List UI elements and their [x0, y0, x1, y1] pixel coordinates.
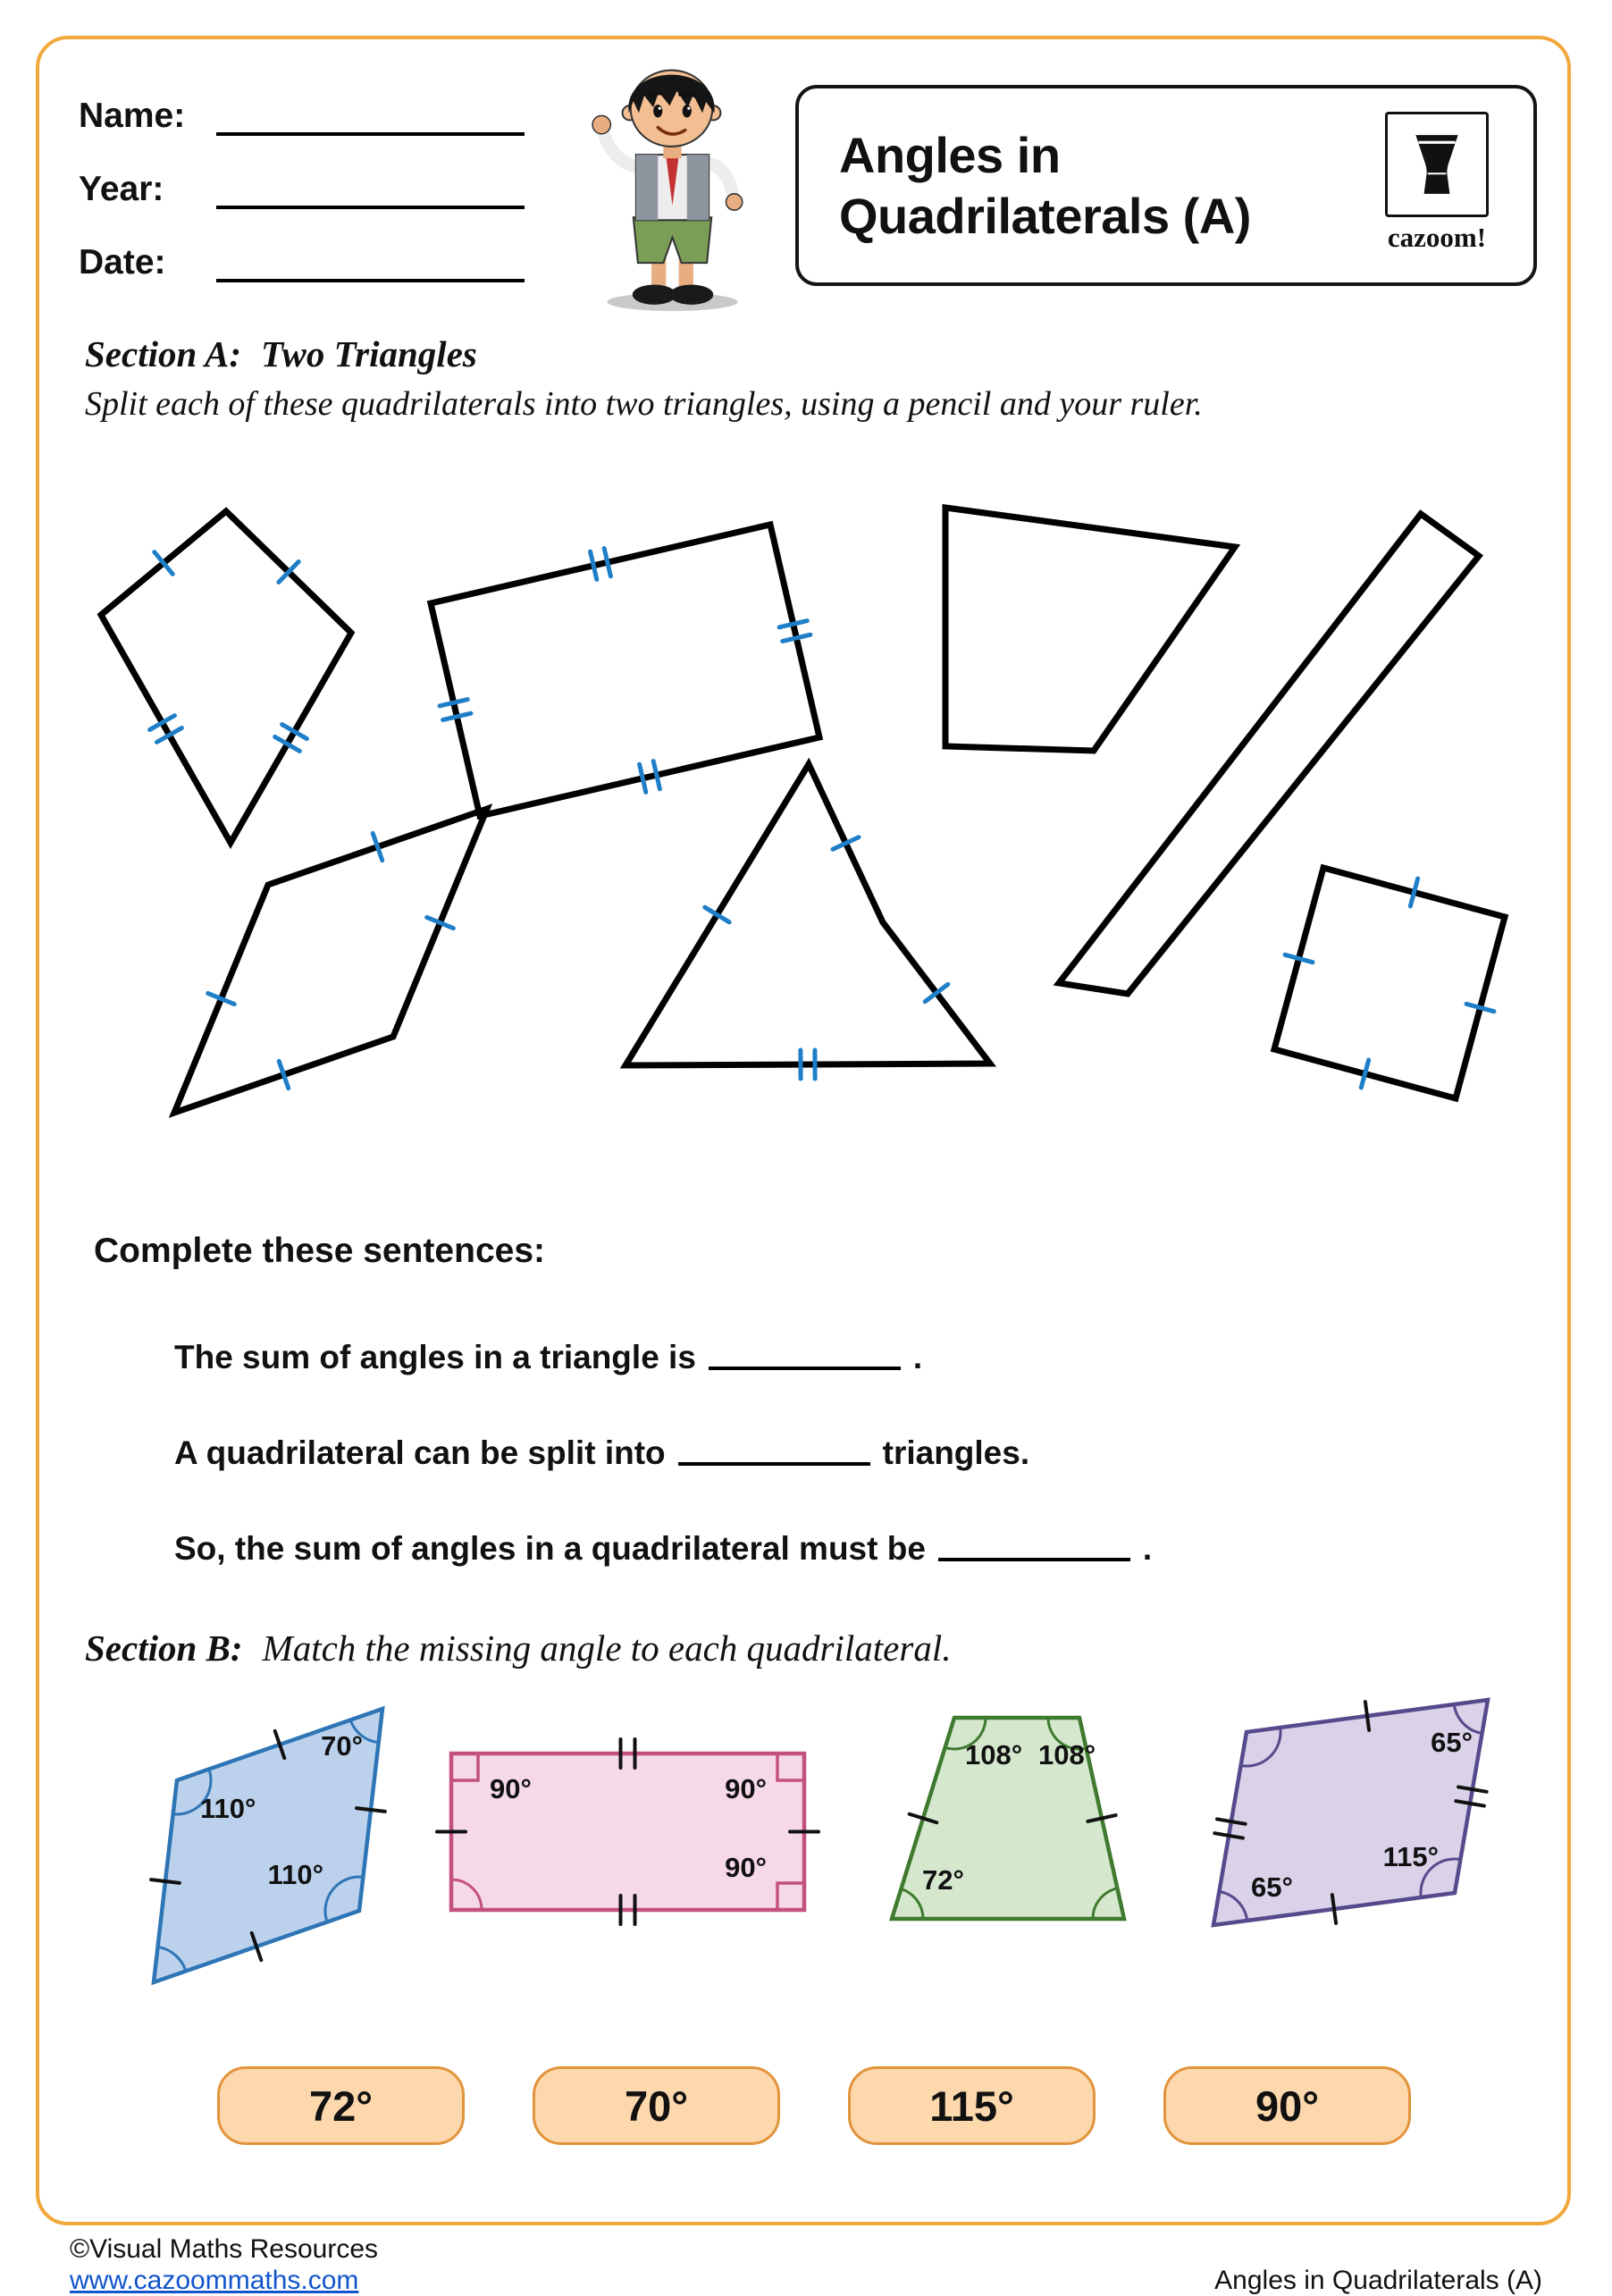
date-label: Date: — [79, 243, 204, 282]
section-b-instruction: Match the missing angle to each quadrilateral. — [263, 1627, 952, 1669]
angle-label: 108° — [1038, 1739, 1096, 1770]
title-line-1: Angles in — [839, 125, 1251, 185]
footer-copyright: ©Visual Maths Resources — [70, 2234, 378, 2265]
section-b-label: Section B: — [85, 1627, 243, 1669]
sentence-row-1 — [174, 1339, 922, 1376]
tick-mark — [591, 551, 597, 579]
shape-long-parallelogram — [1059, 514, 1479, 994]
year-label: Year: — [79, 170, 204, 209]
angle-label: 65° — [1251, 1871, 1293, 1903]
tick-mark — [783, 635, 810, 641]
sentence-text: . — [913, 1339, 922, 1375]
shape-kite — [101, 511, 351, 843]
sentence-text: So, the sum of angles in a quadrilateral must be — [174, 1530, 926, 1567]
section-a-title: Two Triangles — [261, 333, 477, 374]
section-b-heading — [85, 1627, 951, 1669]
tick-mark — [604, 549, 610, 576]
shape-rectangle — [431, 525, 819, 816]
angle-label: 110° — [200, 1793, 256, 1824]
angle-label: 65° — [1431, 1727, 1473, 1758]
section-a-shapes — [101, 508, 1505, 1113]
sentences-heading: Complete these sentences: — [94, 1232, 545, 1271]
angle-label: 115° — [1383, 1841, 1439, 1872]
sentence-text: A quadrilateral can be split into — [174, 1434, 666, 1471]
footer-worksheet-name: Angles in Quadrilaterals (A) — [1214, 2266, 1542, 2296]
answer-box: 115° — [848, 2066, 1096, 2145]
angle-label: 110° — [268, 1859, 323, 1890]
name-label: Name: — [79, 97, 204, 136]
tick-mark — [640, 764, 646, 792]
angle-label: 108° — [965, 1739, 1022, 1770]
sentence-text: The sum of angles in a triangle is — [174, 1339, 696, 1375]
sentence-text: . — [1143, 1530, 1152, 1567]
answer-box: 70° — [533, 2066, 780, 2145]
sentence-row-3 — [174, 1530, 1152, 1568]
quad-parallelogram-purple — [1213, 1700, 1488, 1925]
tick-mark — [440, 700, 467, 706]
quad-trapezium-green — [892, 1718, 1124, 1919]
answer-blank — [938, 1558, 1130, 1561]
logo-text: cazoom! — [1365, 222, 1508, 254]
angle-label: 90° — [725, 1852, 767, 1883]
quad-rectangle-pink — [437, 1739, 819, 1924]
angle-label: 72° — [922, 1864, 964, 1896]
sentence-text: triangles. — [883, 1434, 1030, 1471]
answer-row — [217, 2066, 1411, 2145]
answer-box: 90° — [1163, 2066, 1411, 2145]
section-a-instruction: Split each of these quadrilaterals into two triangles, using a pencil and your ruler. — [85, 384, 1203, 424]
tick-mark — [443, 713, 471, 719]
angle-label: 70° — [321, 1730, 363, 1762]
footer-link[interactable]: www.cazoommaths.com — [70, 2266, 358, 2296]
answer-box: 72° — [217, 2066, 465, 2145]
section-b-shapes — [151, 1700, 1488, 1982]
answer-blank — [709, 1367, 901, 1370]
angle-label: 90° — [490, 1773, 532, 1804]
shape-irregular-quad — [625, 764, 990, 1065]
shape-rhombus — [174, 809, 487, 1113]
shape-square — [1274, 868, 1505, 1098]
quad-parallelogram-blue — [151, 1709, 385, 1982]
tick-mark — [653, 761, 659, 789]
title-line-2: Quadrilaterals (A) — [839, 186, 1251, 246]
answer-blank — [678, 1462, 870, 1466]
section-a-label: Section A: — [85, 333, 241, 374]
tick-mark — [779, 621, 807, 627]
angle-label: 90° — [725, 1773, 767, 1804]
shape-trapezium — [945, 508, 1235, 751]
sentence-row-2 — [174, 1434, 1029, 1472]
